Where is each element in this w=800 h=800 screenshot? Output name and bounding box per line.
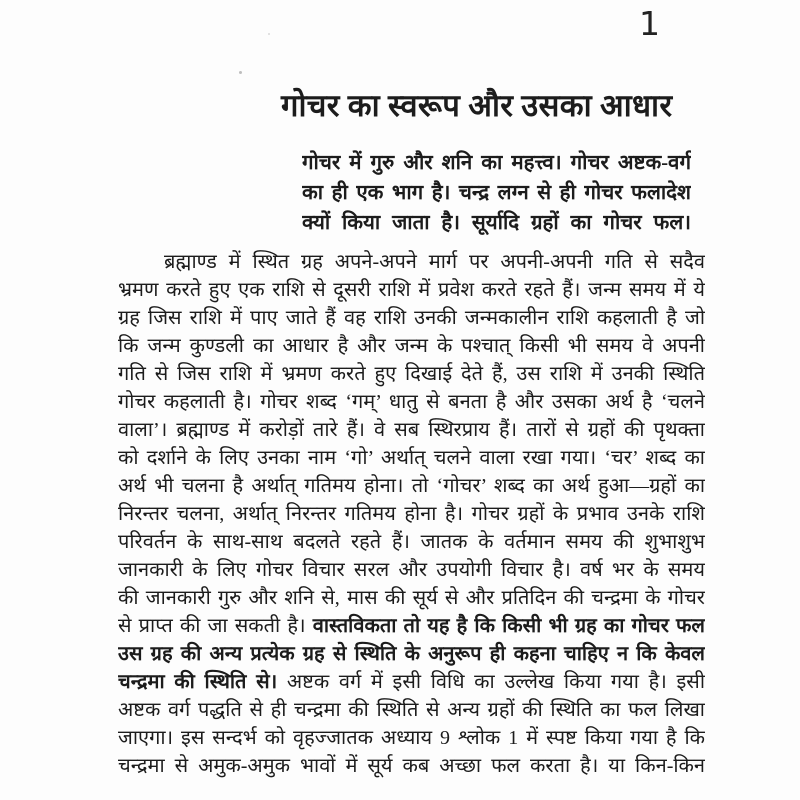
body-text-bold: चन्द्रमा की स्थिति से। [118,671,287,693]
body-line [118,724,705,752]
body-line [118,528,705,556]
body-line [118,472,705,500]
body-line [118,276,705,304]
body-text: अष्टक वर्ग पद्धति से ही चन्द्रमा की स्थिति से अन्य ग्रहों की स्थिति का फल लिखा [118,699,705,721]
body-text: परिवर्तन के साथ-साथ बदलते रहते हैं। जातक के वर्तमान समय की शुभाशुभ [118,531,705,553]
body-text: ब्रह्माण्ड में स्थित ग्रह अपने-अपने मार्ग पर अपनी-अपनी गति से सदैव [164,251,705,273]
body-text: ग्रह जिस राशि में पाए जाते हैं वह राशि उनकी जन्मकालीन राशि कहलाती है जो [118,307,705,329]
body-line [118,556,705,584]
body-text-bold: उस ग्रह की अन्य प्रत्येक ग्रह से स्थिति के अनुरूप ही कहना चाहिए न कि केवल [118,643,705,665]
body-line [118,332,705,360]
body-line [118,500,705,528]
body-line [118,416,705,444]
body-text: कि जन्म कुण्डली का आधार है और जन्म के पश्चात् किसी भी समय वे अपनी [118,335,705,357]
body-line [118,640,705,668]
body-text: गति से जिस राशि में भ्रमण करते हुए दिखाई देते हैं, उस राशि में उनकी स्थिति [118,363,705,385]
body-line [118,360,705,388]
body-text: गोचर कहलाती है। गोचर शब्द ‘गम्’ धातु से बनता है और उसका अर्थ है ‘चलने [118,391,705,413]
body-text: निरन्तर चलना, अर्थात् निरन्तर गतिमय होना है। गोचर ग्रहों के प्रभाव उनके राशि [118,503,705,525]
body-text: की जानकारी गुरु और शनि से, मास की सूर्य से और प्रतिदिन की चन्द्रमा के गोचर [118,587,705,609]
summary-line: का ही एक भाग है। चन्द्र लग्न से ही गोचर फलादेश [302,182,691,204]
body-text: अष्टक वर्ग में इसी विधि का उल्लेख किया गया है। इसी [286,671,705,693]
body-line [118,752,705,780]
body-text-bold: वास्तविकता तो यह है कि किसी भी ग्रह का गोचर फल [312,615,705,637]
scan-speck [268,33,270,35]
scan-speck [239,71,242,74]
body-text: जाएगा। इस सन्दर्भ को वृहज्जातक अध्याय 9 श्लोक 1 में स्पष्ट किया गया है कि [118,727,705,749]
body-line [118,584,705,612]
body-text: को दर्शाने के लिए उनका नाम ‘गो’ अर्थात् चलने वाला रखा गया। ‘चर’ शब्द का [118,447,705,469]
chapter-summary [302,148,691,238]
body-line [118,612,705,640]
body-line [118,388,705,416]
body-text: अर्थ भी चलना है अर्थात् गतिमय होना। तो ‘गोचर’ शब्द का अर्थ हुआ—ग्रहों का [118,475,705,497]
body-line [118,444,705,472]
chapter-heading: गोचर का स्वरूप और उसका आधार [281,88,673,123]
body-line [118,696,705,724]
body-text: वाला’। ब्रह्माण्ड में करोड़ों तारे हैं। वे सब स्थिरप्राय हैं। तारों से ग्रहों की पृथक्ता [118,419,705,441]
body-line [118,248,705,276]
body-paragraph [118,248,705,780]
body-line [118,668,705,696]
summary-line: गोचर में गुरु और शनि का महत्त्व। गोचर अष्टक-वर्ग [302,152,691,174]
summary-line: क्यों किया जाता है। सूर्यादि ग्रहों का गोचर फल। [302,212,691,234]
page-number: 1 [639,4,660,43]
body-text: चन्द्रमा से अमुक-अमुक भावों में सूर्य कब अच्छा फल करता है। या किन-किन [118,755,705,777]
body-text: भ्रमण करते हुए एक राशि से दूसरी राशि में प्रवेश करते रहते हैं। जन्म समय में ये [118,279,705,301]
body-text: से प्राप्त की जा सकती है। [118,615,313,637]
body-line [118,304,705,332]
body-text: जानकारी के लिए गोचर विचार सरल और उपयोगी विचार है। वर्ष भर के समय [118,559,705,581]
